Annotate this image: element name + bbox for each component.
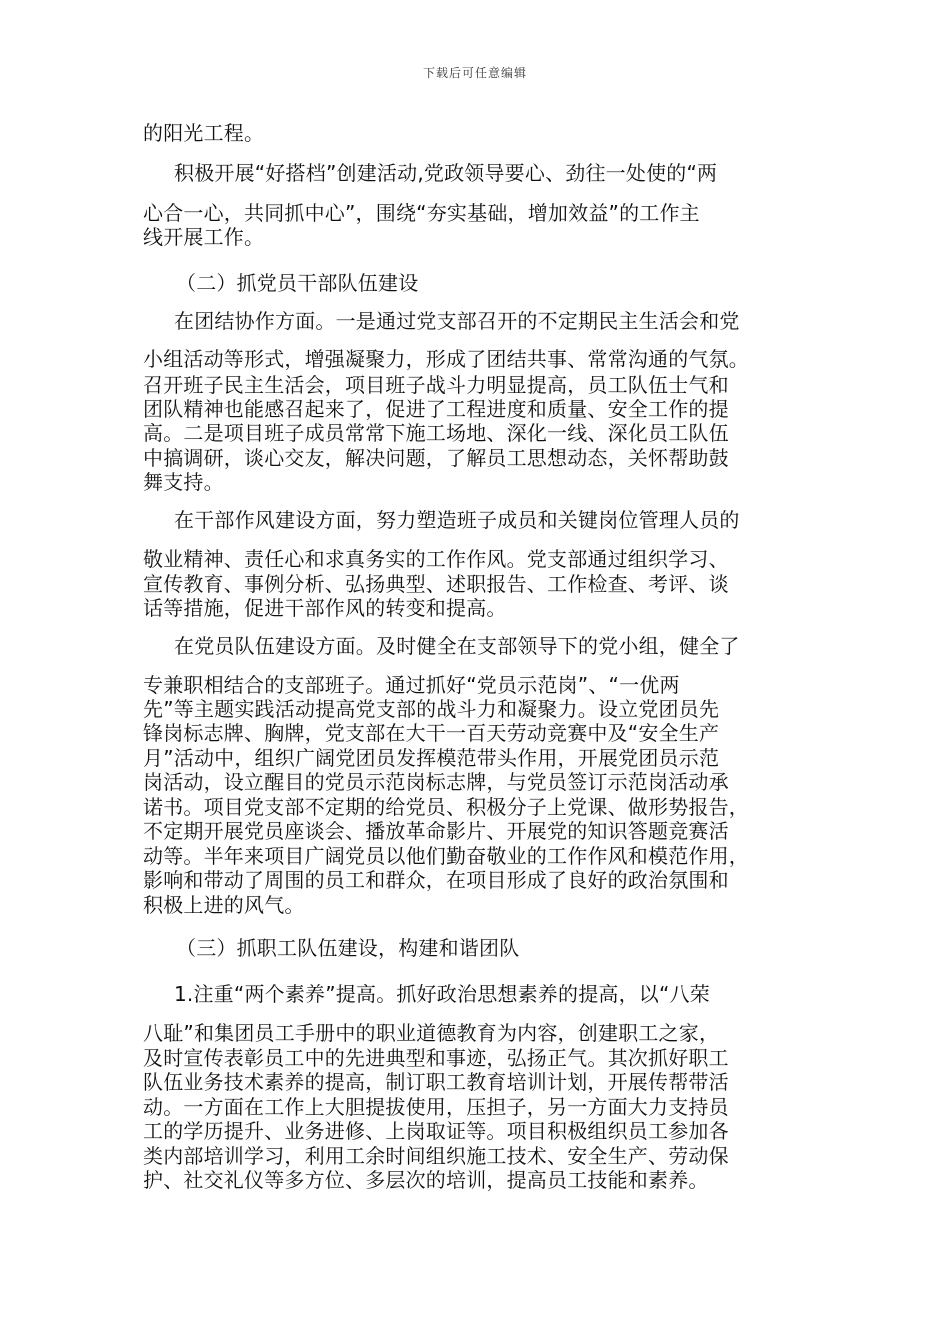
paragraph-line: 舞支持。 (143, 470, 224, 494)
paragraph-line: 1.注重“两个素养”提高。抓好政治思想素养的提高，以“八荣 (174, 982, 710, 1006)
paragraph-line: 心合一心，共同抓中心”，围绕“夯实基础，增加效益”的工作主 (143, 201, 700, 225)
paragraph-line: 及时宣传表彰员工中的先进典型和事迹，弘扬正气。其次抓好职工 (143, 1046, 729, 1070)
paragraph-line: 诺书。项目党支部不定期的给党员、积极分子上党课、做形势报告， (143, 795, 749, 819)
paragraph-line: 在党员队伍建设方面。及时健全在支部领导下的党小组，健全了 (174, 634, 740, 658)
section-heading: （三）抓职工队伍建设，构建和谐团队 (176, 936, 520, 960)
paragraph-line: 工的学历提升、业务进修、上岗取证等。项目积极组织员工参加各 (143, 1119, 729, 1143)
paragraph-line: 专兼职相结合的支部班子。通过抓好“党员示范岗”、“一优两 (143, 673, 680, 697)
paragraph-line: 队伍业务技术素养的提高，制订职工教育培训计划，开展传帮带活 (143, 1070, 729, 1094)
paragraph-line: 的阳光工程。 (143, 121, 265, 145)
paragraph-line: 中搞调研，谈心交友，解决问题，了解员工思想动态，关怀帮助鼓 (143, 446, 729, 470)
paragraph-line: 线开展工作。 (143, 225, 265, 249)
paragraph-line: 宣传教育、事例分析、弘扬典型、述职报告、工作检查、考评、谈 (143, 572, 729, 596)
paragraph-line: 积极上进的风气。 (143, 893, 305, 917)
paragraph-line: 话等措施，促进干部作风的转变和提高。 (143, 596, 507, 620)
paragraph-line: 不定期开展党员座谈会、播放革命影片、开展党的知识答题竞赛活 (143, 819, 729, 843)
paragraph-line: 积极开展“好搭档”创建活动,党政领导要心、劲往一处使的“两 (174, 161, 718, 185)
paragraph-line: 在团结协作方面。一是通过党支部召开的不定期民主生活会和党 (174, 309, 740, 333)
paragraph-line: 动等。半年来项目广阔党员以他们勤奋敬业的工作作风和模范作用， (143, 844, 749, 868)
paragraph-line: 动。一方面在工作上大胆提拔使用，压担子，另一方面大力支持员 (143, 1095, 729, 1119)
paragraph-line: 在干部作风建设方面，努力塑造班子成员和关键岗位管理人员的 (174, 508, 740, 532)
section-heading: （二）抓党员干部队伍建设 (176, 271, 419, 295)
paragraph-line: 月”活动中，组织广阔党团员发挥模范带头作用，开展党团员示范 (143, 746, 720, 770)
paragraph-line: 先”等主题实践活动提高党支部的战斗力和凝聚力。设立党团员先 (143, 697, 720, 721)
paragraph-line: 团队精神也能感召起来了，促进了工程进度和质量、安全工作的提 (143, 397, 729, 421)
paragraph-line: 锋岗标志牌、胸牌，党支部在大干一百天劳动竞赛中及“安全生产 (143, 721, 720, 745)
paragraph-line: 八耻”和集团员工手册中的职业道德教育为内容，创建职工之家， (143, 1021, 720, 1045)
paragraph-line: 小组活动等形式，增强凝聚力，形成了团结共事、常常沟通的气氛。 (143, 347, 749, 371)
paragraph-line: 召开班子民主生活会，项目班子战斗力明显提高，员工队伍士气和 (143, 373, 729, 397)
paragraph-line: 岗活动，设立醒目的党员示范岗标志牌，与党员签订示范岗活动承 (143, 770, 729, 794)
paragraph-line: 高。二是项目班子成员常常下施工场地、深化一线、深化员工队伍 (143, 421, 729, 445)
page-header: 下载后可任意编辑 (422, 66, 527, 80)
paragraph-line: 影响和带动了周围的员工和群众，在项目形成了良好的政治氛围和 (143, 868, 729, 892)
paragraph-line: 护、社交礼仪等多方位、多层次的培训，提高员工技能和素养。 (143, 1168, 709, 1192)
paragraph-line: 敬业精神、责任心和求真务实的工作作风。党支部通过组织学习、 (143, 547, 729, 571)
paragraph-line: 类内部培训学习，利用工余时间组织施工技术、安全生产、劳动保 (143, 1144, 729, 1168)
